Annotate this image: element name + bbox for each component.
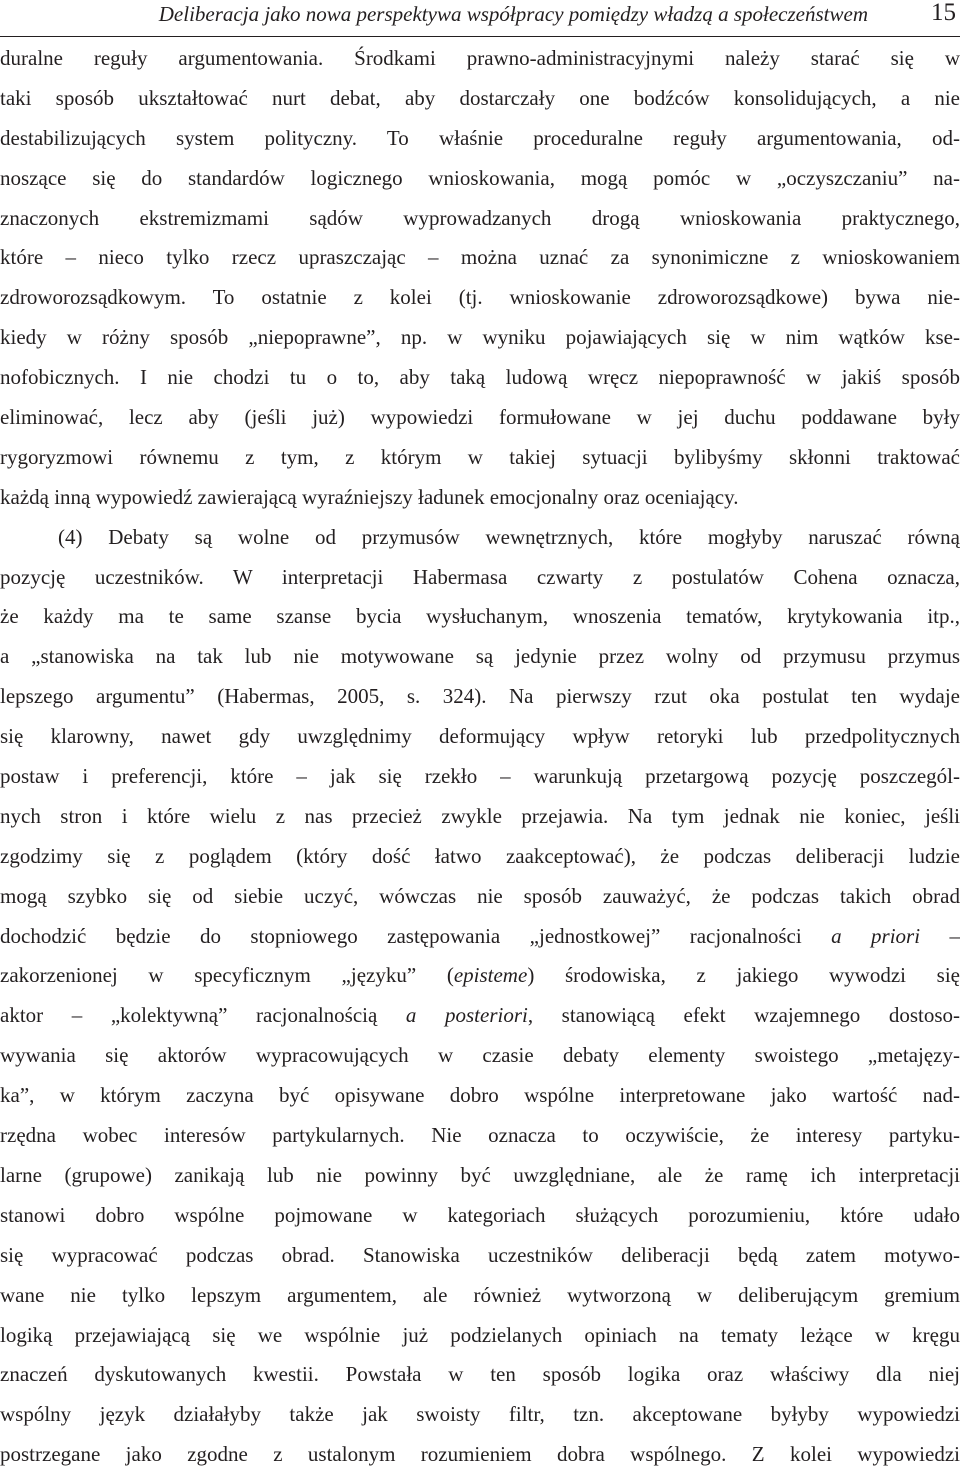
text-line: larne (grupowe) zanikają lub nie powinny być uwzględniane, ale że ramę ich interpretacji — [0, 1162, 960, 1187]
text-line: logiką przejawiającą się we wspólnie już podzielanych opiniach na tematy leżące w kręgu — [0, 1322, 960, 1347]
text-line: które – nieco tylko rzecz upraszczając – można uznać za synonimiczne z wnioskowaniem — [0, 245, 960, 270]
text-line: destabilizujących system polityczny. To właśnie proceduralne reguły argumentowania, od- — [0, 125, 960, 150]
text-line: postaw i preferencji, które – jak się rzekło – warunkują przetargową pozycję poszczegól- — [0, 764, 960, 789]
text-line: zgodzimy się z poglądem (który dość łatwo zaakceptować), że podczas deliberacji ludzie — [0, 843, 960, 868]
text-line: eliminować, lecz aby (jeśli już) wypowiedzi formułowane w jej duchu poddawane były — [0, 405, 960, 430]
text-line: dochodzić będzie do stopniowego zastępowania „jednostkowej” racjonalności a priori – — [0, 923, 960, 948]
text-line: aktor – „kolektywną” racjonalnością a posteriori, stanowiącą efekt wzajemnego dostoso- — [0, 1003, 960, 1028]
text-line: wspólny język działałyby także jak swoisty filtr, tzn. akceptowane byłyby wypowiedzi — [0, 1402, 960, 1427]
text-line: że każdy ma te same szanse bycia wysłuchanym, wnoszenia tematów, krytykowania itp., — [0, 604, 960, 629]
text-line: zdroworozsądkowym. To ostatnie z kolei (tj. wnioskowanie zdroworozsądkowe) bywa nie- — [0, 285, 960, 310]
text-line: mogą szybko się od siebie uczyć, wówczas nie sposób zauważyć, że podczas takich obrad — [0, 883, 960, 908]
text-line: się wypracować podczas obrad. Stanowiska uczestników deliberacji będą zatem motywo- — [0, 1242, 960, 1267]
running-title: Deliberacja jako nowa perspektywa współpracy pomiędzy władzą a społeczeństwem — [158, 2, 868, 26]
text-line: kiedy w różny sposób „niepoprawne”, np. w wyniku pojawiających się w nim wątków kse- — [0, 325, 960, 350]
running-header — [0, 0, 960, 37]
text-line: się klarowny, nawet gdy uwzględnimy deformujący wpływ retoryki lub przedpolitycznych — [0, 724, 960, 749]
text-line: każdą inną wypowiedź zawierającą wyraźniejszy ładunek emocjonalny oraz oceniający. — [0, 484, 739, 509]
text-line: znaczeń dyskutowanych kwestii. Powstała w ten sposób logika oraz właściwy dla niej — [0, 1362, 960, 1387]
text-line: znaczonych ekstremizmami sądów wyprowadzanych drogą wnioskowania praktycznego, — [0, 205, 960, 230]
text-line: ka”, w którym zaczyna być opisywane dobro wspólne interpretowane jako wartość nad- — [0, 1083, 960, 1108]
text-line: pozycję uczestników. W interpretacji Habermasa czwarty z postulatów Cohena oznacza, — [0, 564, 960, 589]
text-line: wywania się aktorów wypracowujących w czasie debaty elementy swoistego „metajęzy- — [0, 1043, 960, 1068]
text-line: noszące się do standardów logicznego wnioskowania, mogą pomóc w „oczyszczaniu” na- — [0, 165, 960, 190]
text-line: rygoryzmowi równemu z tym, z którym w takiej sytuacji bylibyśmy skłonni traktować — [0, 444, 960, 469]
text-line: wane nie tylko lepszym argumentem, ale również wytworzoną w deliberującym gremium — [0, 1282, 960, 1307]
text-line: postrzegane jako zgodne z ustalonym rozumieniem dobra wspólnego. Z kolei wypowiedzi — [0, 1442, 960, 1467]
text-line: nych stron i które wielu z nas przecież zwykle przejawia. Na tym jednak nie koniec, jeśli — [0, 803, 960, 828]
text-line: duralne reguły argumentowania. Środkami prawno-administracyjnymi należy starać się w — [0, 46, 960, 70]
page-number: 15 — [931, 0, 956, 26]
paragraph-first-line: (4) Debaty są wolne od przymusów wewnętrznych, które mogłyby naruszać równą — [58, 524, 960, 549]
text-line: nofobicznych. I nie chodzi tu o to, aby taką ludową wręcz niepoprawność w jakiś sposób — [0, 365, 960, 390]
body-text — [0, 38, 960, 1474]
text-line: rzędna wobec interesów partykularnych. Nie oznacza to oczywiście, że interesy partyku- — [0, 1123, 960, 1148]
text-line: stanowi dobro wspólne pojmowane w kategoriach służących porozumieniu, które udało — [0, 1202, 960, 1227]
text-line: lepszego argumentu” (Habermas, 2005, s. 324). Na pierwszy rzut oka postulat ten wydaje — [0, 684, 960, 709]
text-line: taki sposób ukształtować nurt debat, aby dostarczały one bodźców konsolidujących, a nie — [0, 85, 960, 110]
text-line: zakorzenionej w specyficznym „języku” (episteme) środowiska, z jakiego wywodzi się — [0, 963, 960, 988]
text-line: a „stanowiska na tak lub nie motywowane są jedynie przez wolny od przymusu przymus — [0, 644, 960, 669]
